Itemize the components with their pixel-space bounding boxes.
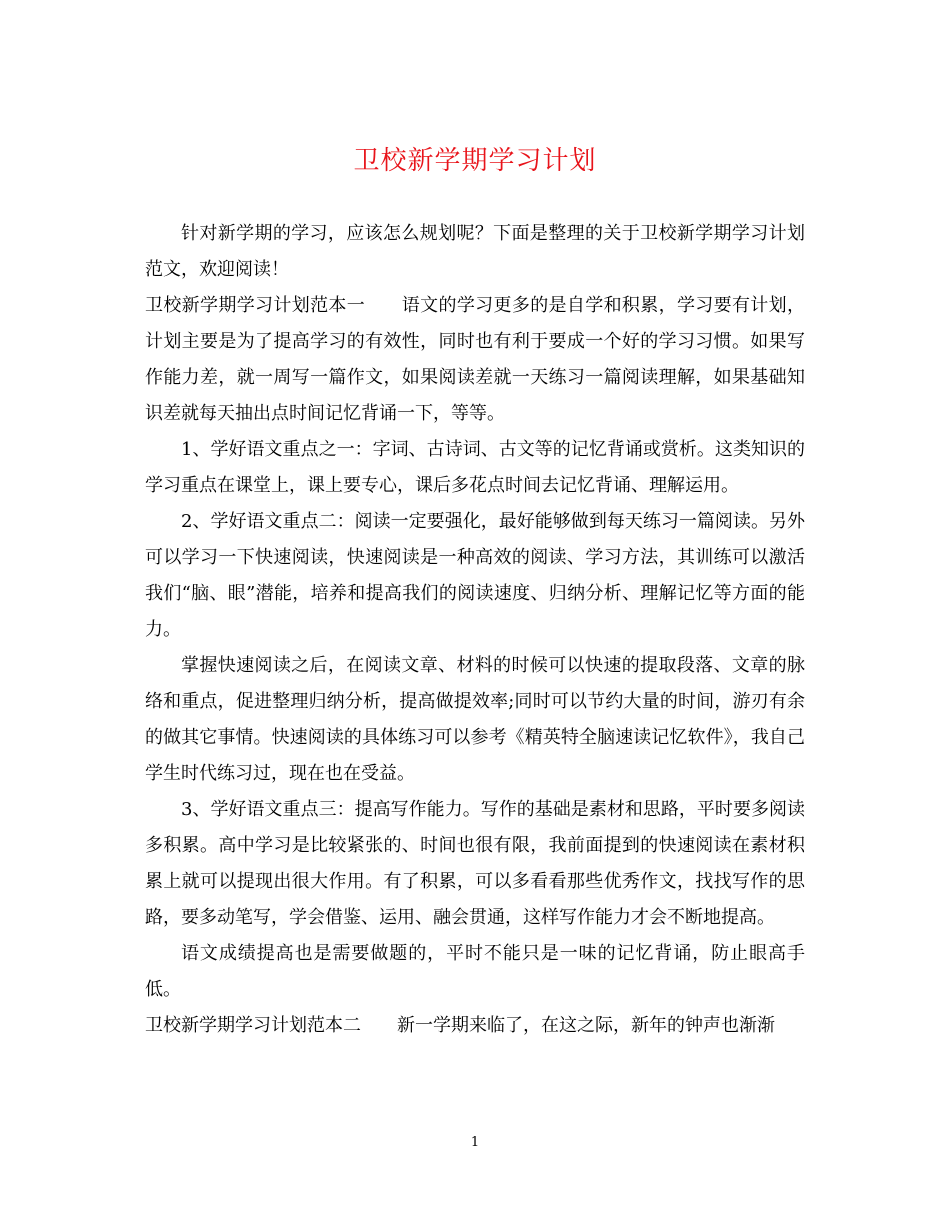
paragraph: 卫校新学期学习计划范本二 新一学期来临了，在这之际，新年的钟声也渐渐 <box>145 1015 775 1036</box>
paragraph: 1、学好语文重点之一：字词、古诗词、古文等的记忆背诵或赏析。这类知识的学习重点在课堂上，课上要专心，课后多花点时间去记忆背诵、理解运用。 <box>145 439 805 496</box>
paragraph: 针对新学期的学习，应该怎么规划呢？下面是整理的关于卫校新学期学习计划范文，欢迎阅读！ <box>145 223 805 280</box>
paragraph: 卫校新学期学习计划范本一 语文的学习更多的是自学和积累，学习要有计划，计划主要是为了提高学习的有效性，同时也有利于要成一个好的学习习惯。如果写作能力差，就一周写一篇作文，如果阅读差就一天练习一篇阅读理解，如果基础知识差就每天抽出点时间记忆背诵一下，等等。 <box>145 295 805 424</box>
paragraph: 2、学好语文重点二：阅读一定要强化，最好能够做到每天练习一篇阅读。另外可以学习一下快速阅读，快速阅读是一种高效的阅读、学习方法，其训练可以激活我们“脑、眼”潜能，培养和提高我们的阅读速度、归纳分析、理解记忆等方面的能力。 <box>145 511 805 640</box>
paragraph: 掌握快速阅读之后，在阅读文章、材料的时候可以快速的提取段落、文章的脉络和重点，促进整理归纳分析，提高做提效率;同时可以节约大量的时间，游刃有余的做其它事情。快速阅读的具体练习可以参考《精英特全脑速读记忆软件》，我自己学生时代练习过，现在也在受益。 <box>145 655 805 784</box>
document-body <box>145 216 805 1044</box>
page-number: 1 <box>470 1135 480 1150</box>
paragraph: 语文成绩提高也是需要做题的，平时不能只是一味的记忆背诵，防止眼高手低。 <box>145 943 805 1000</box>
paragraph: 3、学好语文重点三：提高写作能力。写作的基础是素材和思路，平时要多阅读多积累。高中学习是比较紧张的、时间也很有限，我前面提到的快速阅读在素材积累上就可以提现出很大作用。有了积累，可以多看看那些优秀作文，找找写作的思路，要多动笔写，学会借鉴、运用、融会贯通，这样写作能力才会不断地提高。 <box>145 799 805 928</box>
document-title: 卫校新学期学习计划 <box>353 146 597 176</box>
